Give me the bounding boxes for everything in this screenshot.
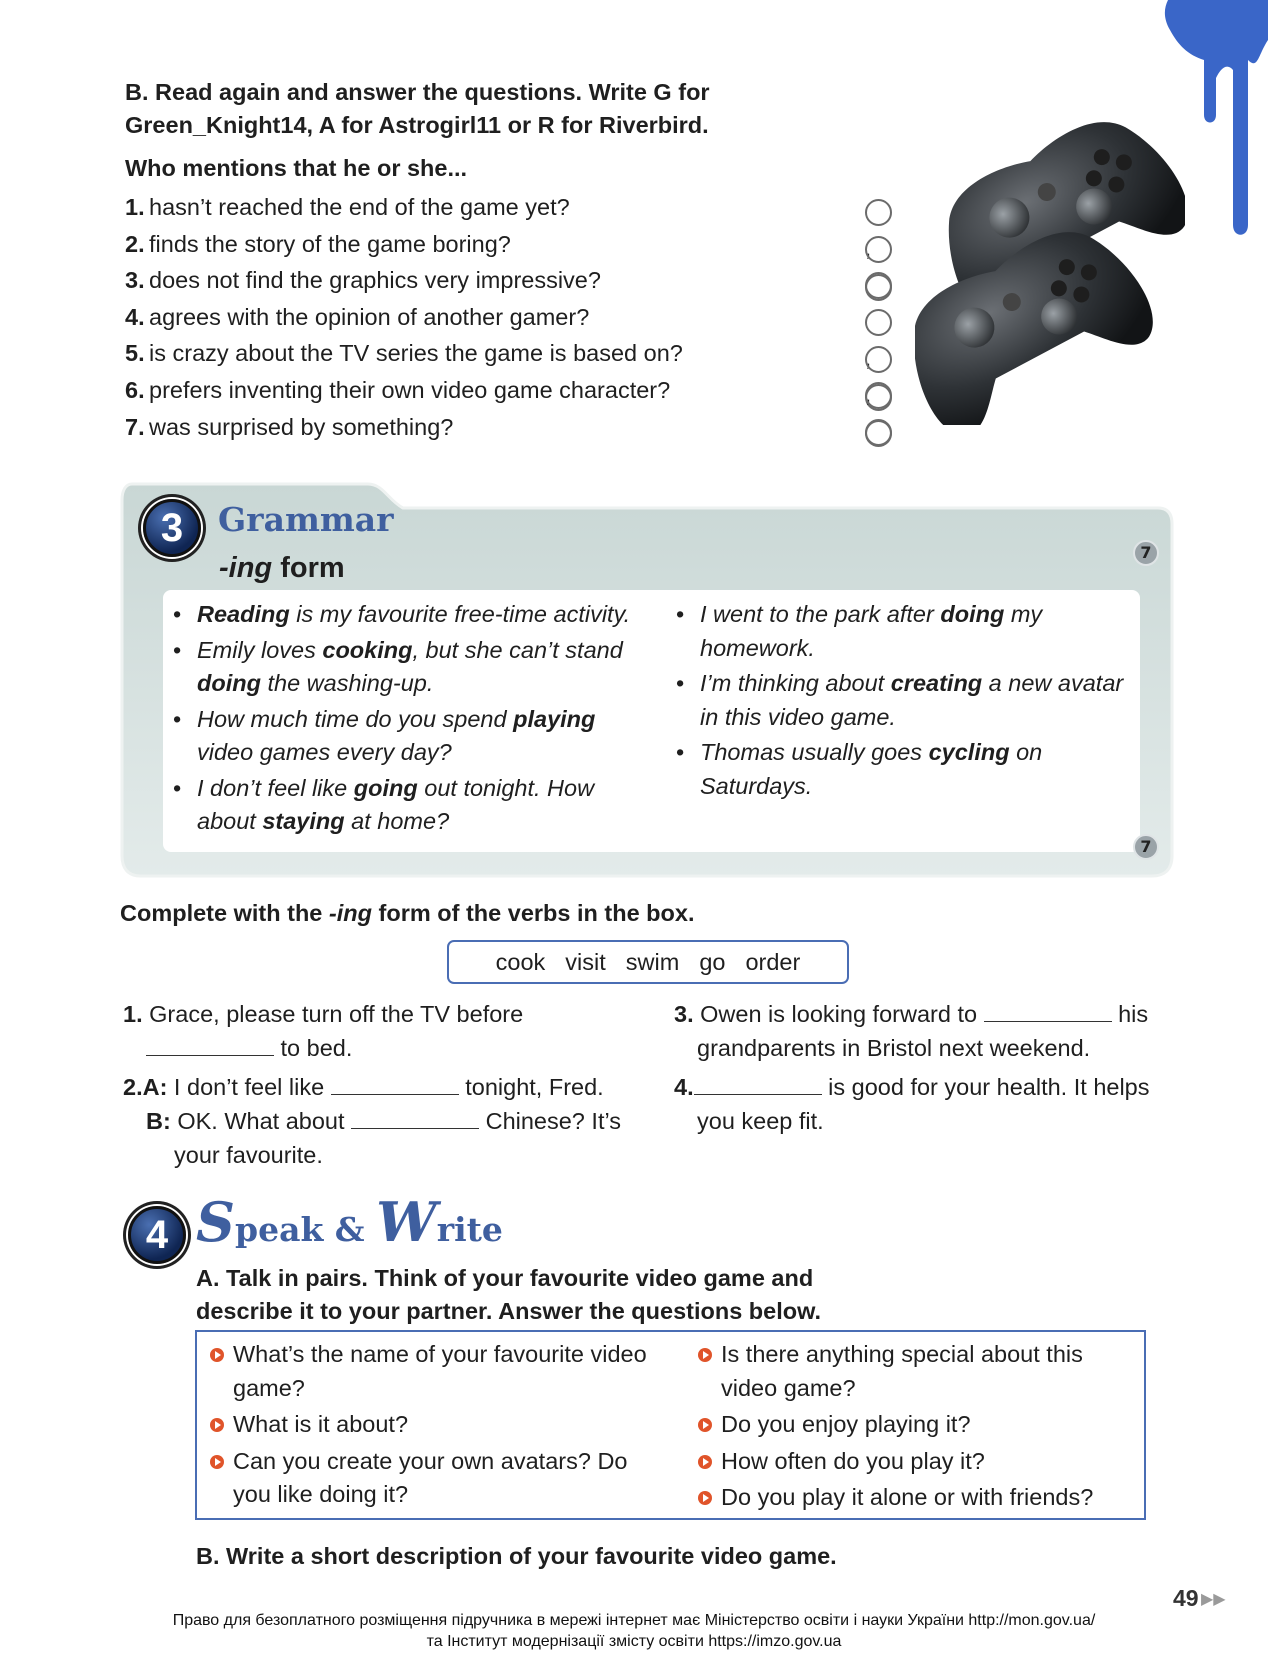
discussion-question: Do you play it alone or with friends? <box>688 1481 1128 1515</box>
question-number: 2. <box>125 230 145 257</box>
exercise-4: 4. is good for your health. It helps you keep fit. <box>674 1074 1150 1134</box>
bullet-arrow-icon <box>210 1418 224 1432</box>
game-controllers-illustration <box>915 95 1185 425</box>
question-text: agrees with the opinion of another gamer? <box>149 303 590 330</box>
question-text: hasn’t reached the end of the game yet? <box>149 194 570 220</box>
discussion-question: What’s the name of your favourite video game? <box>200 1338 650 1405</box>
bullet-arrow-icon <box>210 1348 224 1362</box>
question-number: 1. <box>125 194 145 220</box>
grammar-title: Grammar <box>218 500 394 539</box>
grammar-subtitle: -ing form <box>219 552 345 584</box>
footer-line-1: Право для безоплатного розміщення підручника в мережі інтернет має Міністерство освіти і науки України http://mon.gov.ua/ <box>172 1612 1096 1629</box>
discussion-question: How often do you play it? <box>688 1445 1128 1479</box>
question-number: 3. <box>125 267 145 294</box>
answer-circle[interactable] <box>865 236 892 263</box>
bullet-arrow-icon <box>210 1455 224 1469</box>
word-option: swim <box>625 949 680 975</box>
exercise-2: 2.A: I don’t feel like tonight, Fred. B: OK. What about Chinese? It’s your favourite. <box>123 1074 622 1168</box>
grammar-example: • I don’t feel like going out tonight. How about staying at home? <box>164 772 654 839</box>
exercise-1: 1. Grace, please turn off the TV before to bed. <box>123 1001 524 1061</box>
section-b-heading: B. Read again and answer the questions. Write G for Green_Knight14, A for Astrogirl11 or R for Riverbird. <box>125 79 710 138</box>
question-item <box>125 226 825 263</box>
answer-circle[interactable] <box>865 382 892 409</box>
speak-write-title: Speak & Write <box>196 1190 503 1254</box>
question-item <box>125 262 825 299</box>
answer-circle[interactable] <box>865 309 892 336</box>
question-item: 4. agrees with the opinion of another gamer? , <box>125 299 825 336</box>
answer-blank[interactable] <box>331 1072 459 1095</box>
grammar-example: • I went to the park after doing my homework. <box>667 598 1137 665</box>
grammar-examples-left <box>164 598 654 841</box>
complete-heading: Complete with the -ing form of the verbs in the box. <box>120 900 695 926</box>
question-item <box>125 372 825 409</box>
grammar-examples-right <box>667 598 1137 805</box>
question-item <box>125 409 825 446</box>
answer-blank[interactable] <box>351 1106 479 1129</box>
bullet-arrow-icon <box>698 1348 712 1362</box>
word-option: visit <box>565 949 606 975</box>
question-number: 4. <box>125 303 145 330</box>
answer-circle[interactable] <box>865 346 892 373</box>
bullet-arrow-icon <box>698 1455 712 1469</box>
next-page-icon: ▶▶ <box>1201 1591 1226 1608</box>
discussion-questions-left <box>200 1338 650 1515</box>
question-text: is crazy about the TV series the game is based on? <box>149 340 683 367</box>
task-b-instructions: B. Write a short description of your favourite video game. <box>196 1543 837 1569</box>
question-number: 7. <box>125 413 145 440</box>
grammar-example: • Emily loves cooking, but she can’t stand doing the washing-up. <box>164 634 654 701</box>
question-text: prefers inventing their own video game character? <box>149 377 671 403</box>
bullet-arrow-icon <box>698 1418 712 1432</box>
question-text: was surprised by something? <box>149 413 454 440</box>
question-item: 5. is crazy about the TV series the game is based on? , <box>125 335 825 372</box>
exercise-3: 3. Owen is looking forward to his grandparents in Bristol next weekend. <box>674 1001 1149 1061</box>
footer-line-2: та Інститут модернізації змісту освіти https://imzo.gov.ua <box>426 1633 842 1650</box>
word-box <box>447 940 849 984</box>
word-option: go <box>699 949 726 975</box>
section-b-subheading: Who mentions that he or she... <box>125 155 468 181</box>
grammar-example: • I’m thinking about creating a new avatar in this video game. <box>667 667 1137 734</box>
discussion-question: Can you create your own avatars? Do you like doing it? <box>200 1445 650 1512</box>
discussion-question: Do you enjoy playing it? <box>688 1408 1128 1442</box>
question-item: 1. hasn’t reached the end of the game yet? , <box>125 189 825 226</box>
question-number: 6. <box>125 377 145 403</box>
answer-circle[interactable] <box>865 199 892 226</box>
discussion-question: Is there anything special about this video game? <box>688 1338 1128 1405</box>
section-number-badge: 4 <box>128 1206 186 1264</box>
page-number: 49 <box>1173 1585 1199 1611</box>
bullet-arrow-icon <box>698 1491 712 1505</box>
footer-notice <box>0 1610 1268 1652</box>
grammar-example: • How much time do you spend playing video games every day? <box>164 703 654 770</box>
question-text: does not find the graphics very impressive? <box>149 267 601 294</box>
answer-blank[interactable] <box>694 1072 822 1095</box>
answer-blank[interactable] <box>984 999 1112 1022</box>
word-option: order <box>745 949 801 975</box>
section-number-badge: 3 <box>143 499 201 557</box>
grammar-example: • Reading is my favourite free-time activity. <box>164 598 654 632</box>
answer-circle[interactable] <box>865 419 892 446</box>
discussion-question: What is it about? <box>200 1408 650 1442</box>
question-text: finds the story of the game boring? <box>149 230 511 257</box>
task-a-instructions: A. Talk in pairs. Think of your favourite video game and describe it to your partner. Answer the questions below. <box>196 1265 822 1324</box>
grammar-example: • Thomas usually goes cycling on Saturdays. <box>667 736 1137 803</box>
word-option: cook <box>495 949 546 975</box>
answer-blank[interactable] <box>146 1033 274 1056</box>
answer-circle[interactable] <box>865 272 892 299</box>
audio-track-icon[interactable]: 7 <box>1133 834 1159 860</box>
audio-track-icon[interactable]: 7 <box>1133 540 1159 566</box>
discussion-questions-right <box>688 1338 1128 1518</box>
question-number: 5. <box>125 340 145 367</box>
